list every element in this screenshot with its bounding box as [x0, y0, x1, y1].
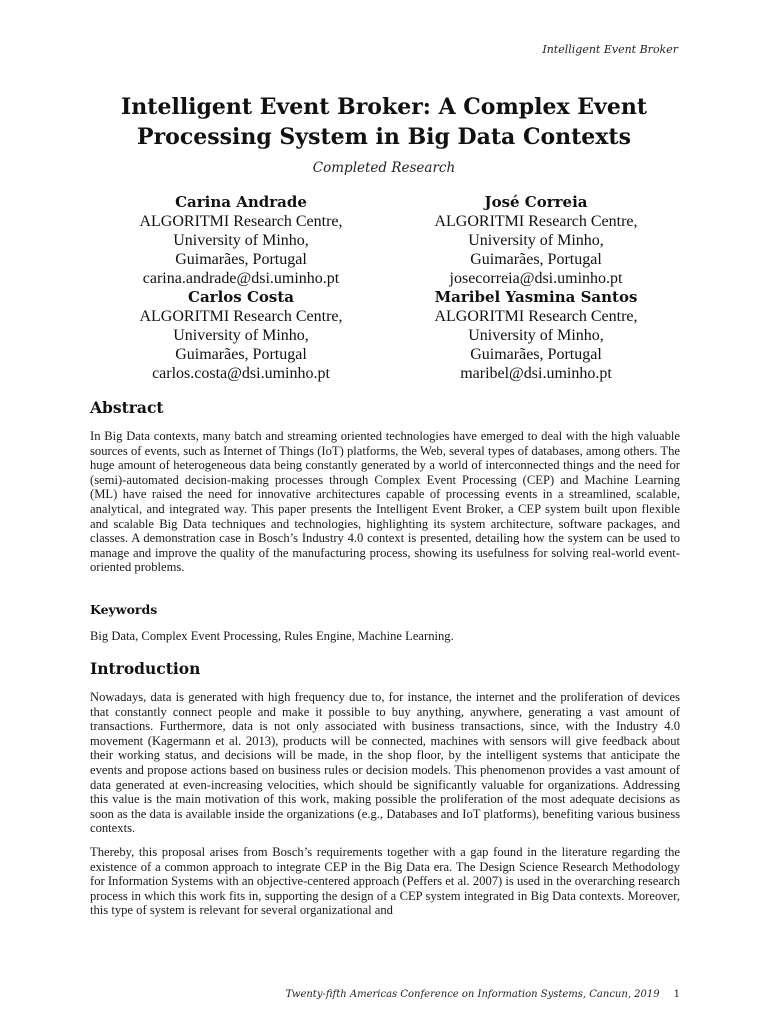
author-card	[96, 288, 386, 383]
keywords-text: Big Data, Complex Event Processing, Rules Engine, Machine Learning.	[90, 629, 454, 643]
author-email: josecorreia@dsi.uminho.pt	[449, 270, 623, 287]
introduction-heading: Introduction	[90, 659, 201, 678]
author-location: Guimarães, Portugal	[470, 346, 602, 363]
author-card	[386, 288, 686, 383]
author-university: University of Minho,	[173, 327, 309, 344]
intro-paragraph-2: Thereby, this proposal arises from Bosch’s requirements together with a gap found in the literature regarding the existence of a common approach to integrate CEP in the Big Data era. The Design Science Research Methodology for Information Systems with an objective-centered approach (Peffers et al. 2007) is used in the overarching research process in which this work fits in, supporting the design of a CEP system integrated in Big Data contexts. Moreover, this type of system is relevant for several organizational and	[90, 845, 680, 918]
author-card	[96, 193, 386, 288]
author-affiliation: ALGORITMI Research Centre,	[139, 308, 343, 325]
author-location: Guimarães, Portugal	[175, 346, 307, 363]
author-affiliation: ALGORITMI Research Centre,	[139, 213, 343, 230]
author-email: maribel@dsi.uminho.pt	[460, 365, 612, 382]
page-number: 1	[673, 989, 680, 1000]
abstract-text: In Big Data contexts, many batch and streaming oriented technologies have emerged to deal with the high valuable sources of events, such as Internet of Things (IoT) platforms, the Web, several types of databases, among others. The huge amount of heterogeneous data being constantly generated by a world of interconnected things and the need for (semi)-automated decision-making processes through Complex Event Processing (CEP) and Machine Learning (ML) have raised the need for innovative architectures capable of processing events in a streamlined, scalable, analytical, and integrated way. This paper presents the Intelligent Event Broker, a CEP system built upon flexible and scalable Big Data techniques and technologies, highlighting its system architecture, software packages, and classes. A demonstration case in Bosch’s Industry 4.0 context is presented, detailing how the system can be used to manage and improve the quality of the manufacturing process, showing its usefulness for solving real-world event-oriented problems.	[90, 429, 680, 575]
author-name: Carina Andrade	[175, 193, 307, 211]
running-head: Intelligent Event Broker	[542, 43, 678, 56]
author-block	[96, 193, 686, 383]
intro-paragraph-1: Nowadays, data is generated with high frequency due to, for instance, the internet and the proliferation of devices that constantly connect people and make it possible to buy anything, anywhere, generating a vast amount of transactions. Furthermore, data is not only associated with business transactions, since, with the Industry 4.0 movement (Kagermann et al. 2013), products will be connected, machines with sensors will give feedback about their working status, and decisions will be made, in the shop floor, by the intelligent systems that anticipate the events and propose actions based on business rules or decision models. This phenomenon provides a vast amount of data generated at even-increasing velocities, which should be significantly valuable for organizations. Addressing this value is the main motivation of this work, making possible the proliferation of the most adequate decisions as soon as the data is available inside the organizations (e.g., Databases and IoT platforms), benefiting various business contexts.	[90, 690, 680, 836]
conference-footer: Twenty-fifth Americas Conference on Information Systems, Cancun, 2019	[285, 989, 660, 1000]
page-footer	[286, 989, 680, 1000]
author-name: Carlos Costa	[188, 288, 294, 306]
abstract-heading: Abstract	[90, 398, 164, 417]
author-university: University of Minho,	[173, 232, 309, 249]
author-email: carina.andrade@dsi.uminho.pt	[142, 270, 340, 287]
author-name: Maribel Yasmina Santos	[434, 288, 638, 306]
author-card	[386, 193, 686, 288]
author-email: carlos.costa@dsi.uminho.pt	[152, 365, 330, 382]
paper-title: Intelligent Event Broker: A Complex Event Processing System in Big Data Contexts	[121, 94, 647, 150]
author-affiliation: ALGORITMI Research Centre,	[434, 213, 638, 230]
author-location: Guimarães, Portugal	[175, 251, 307, 268]
author-university: University of Minho,	[468, 232, 604, 249]
paper-subtitle: Completed Research	[312, 160, 456, 176]
author-name: José Correia	[484, 193, 588, 211]
keywords-heading: Keywords	[90, 602, 158, 617]
author-location: Guimarães, Portugal	[470, 251, 602, 268]
author-affiliation: ALGORITMI Research Centre,	[434, 308, 638, 325]
author-university: University of Minho,	[468, 327, 604, 344]
